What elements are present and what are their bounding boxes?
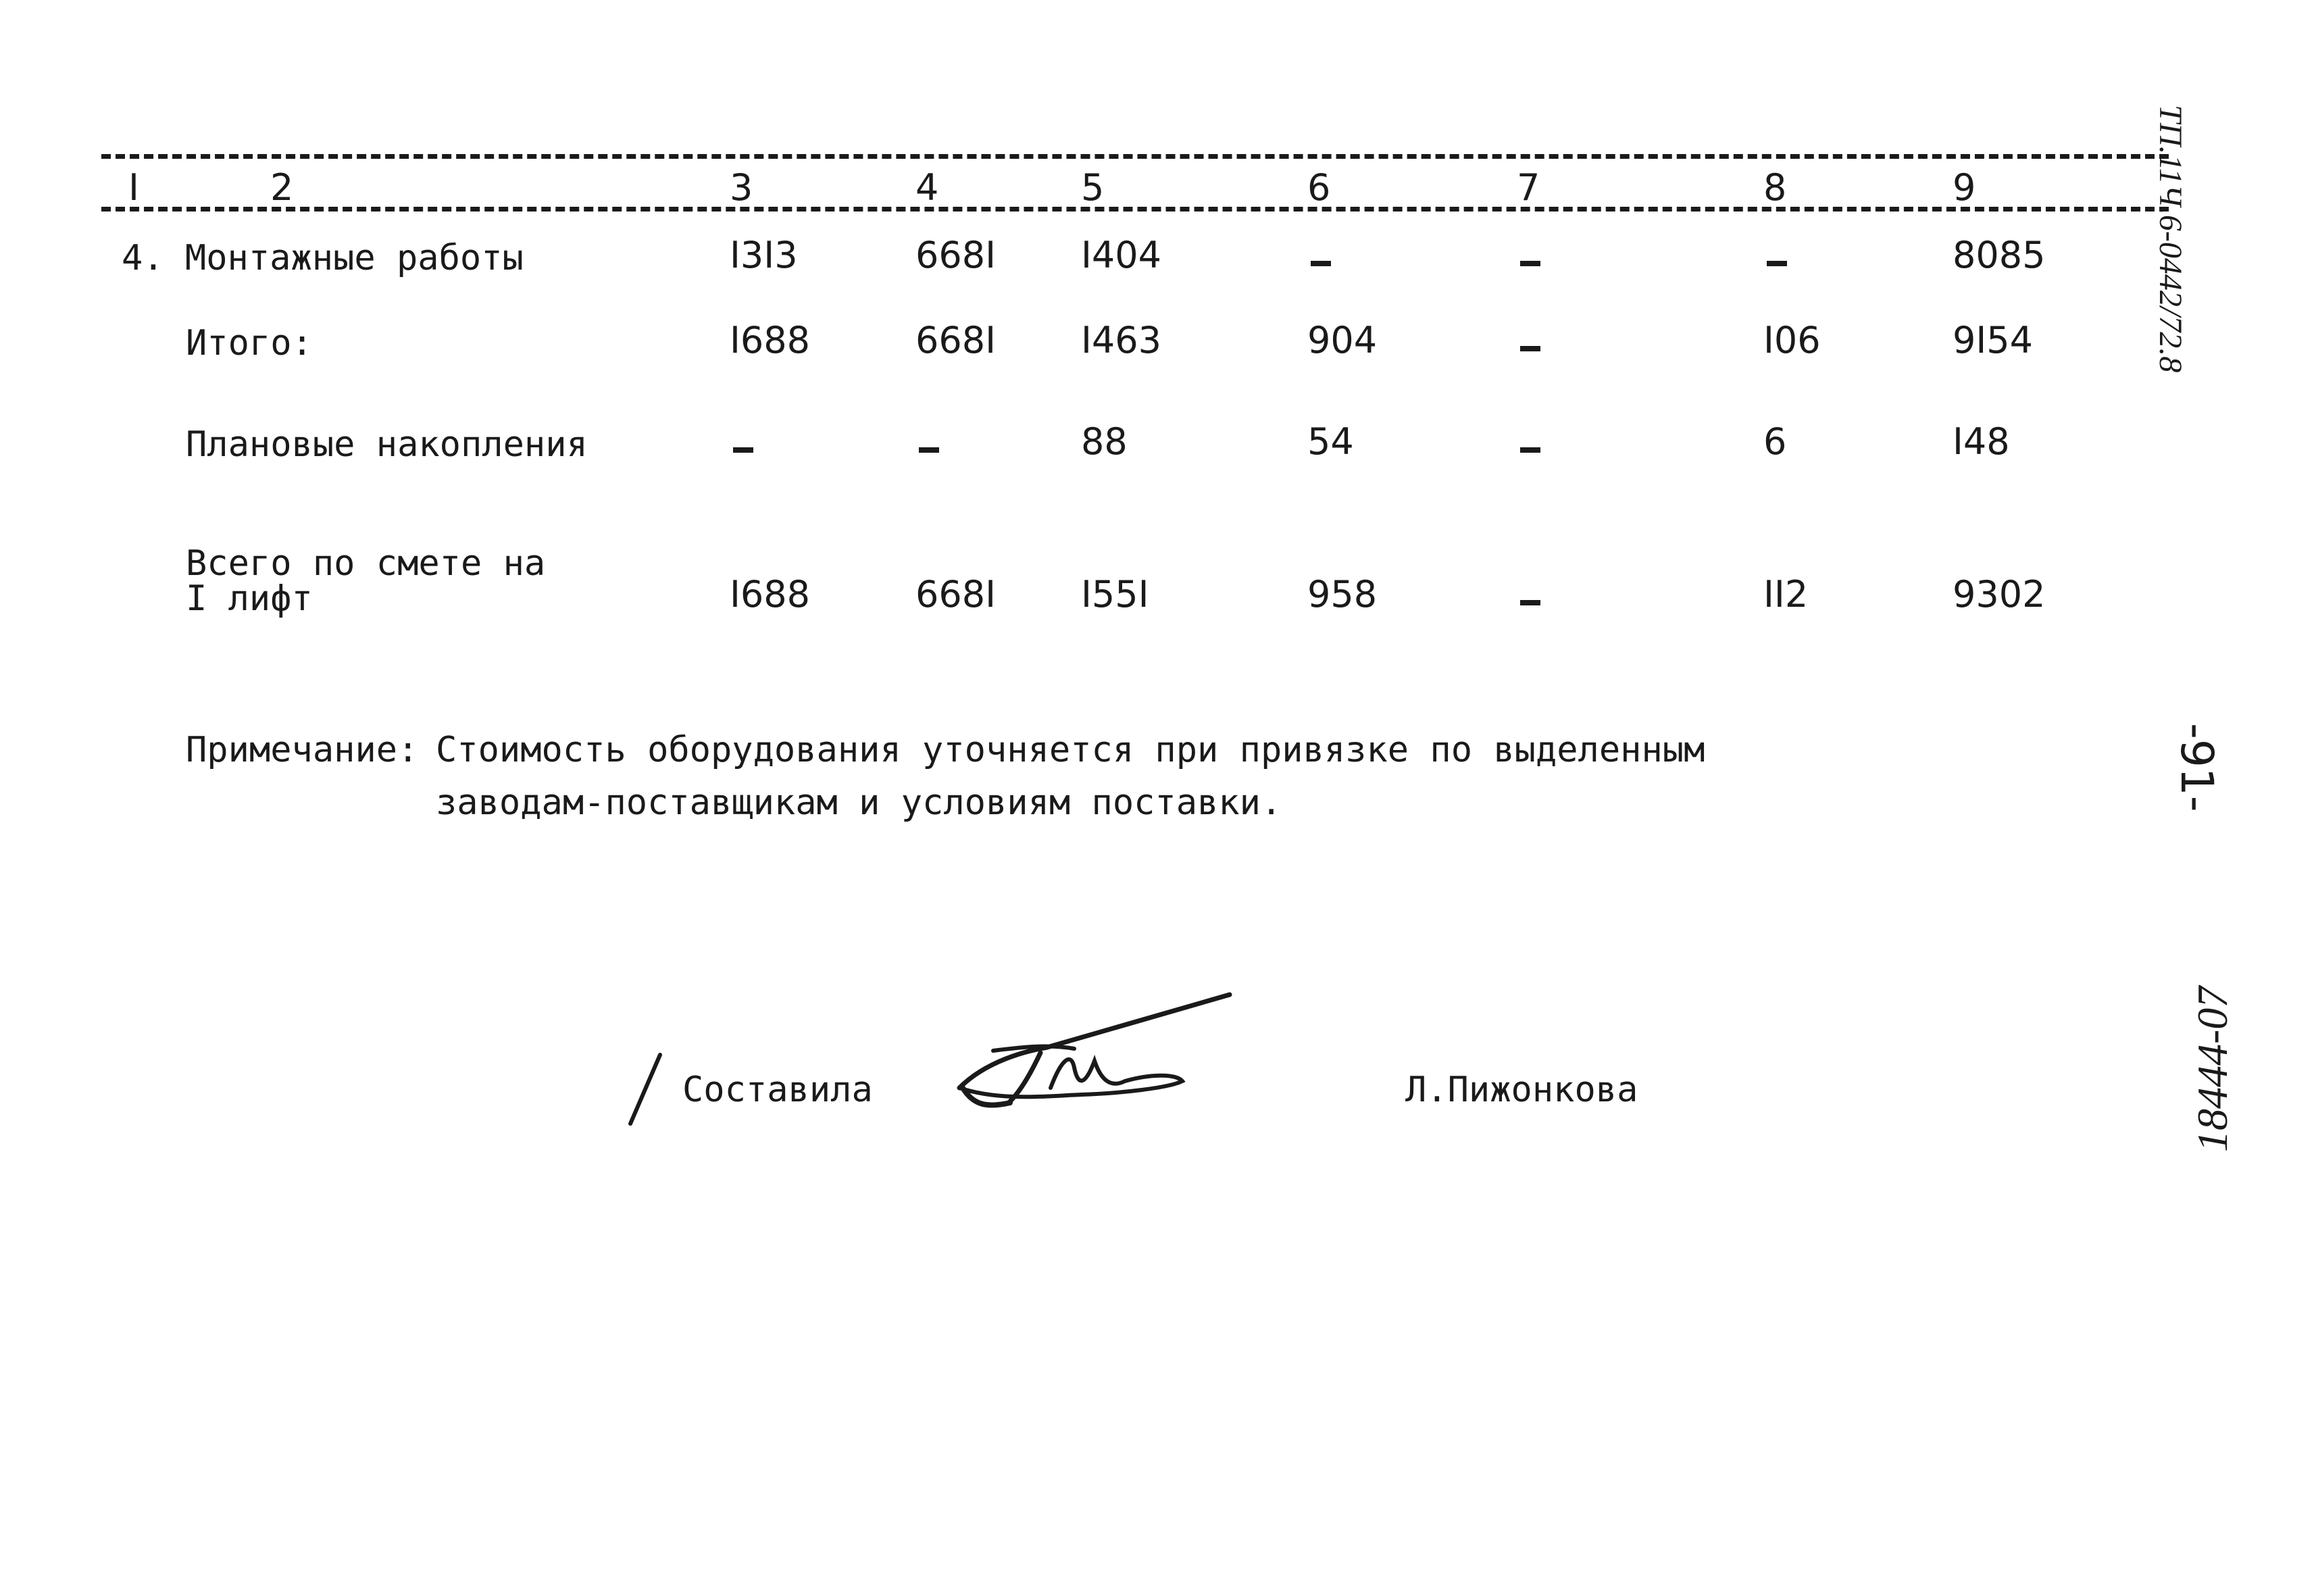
dash-mark [733,447,753,453]
handwritten-signature [946,987,1236,1122]
dash-mark [1520,346,1540,351]
column-header: 2 [270,166,294,209]
table-cell: 9I54 [1953,319,2033,361]
header-top-rule [101,154,2169,159]
table-cell: 668I [915,319,996,361]
column-header: 5 [1081,166,1105,209]
table-cell: I688 [730,573,810,616]
dash-mark [1311,261,1331,266]
column-header: 6 [1307,166,1331,209]
table-cell: I688 [730,319,810,361]
table-cell: II2 [1763,573,1809,616]
margin-page-number: -91- [2171,723,2223,812]
dash-mark [1767,261,1787,266]
note-line: заводам-поставщикам и условиям поставки. [436,782,1282,823]
row-label: 4. Монтажные работы [122,238,524,278]
slash-mark [625,1051,665,1128]
table-cell: 8085 [1953,234,2046,276]
note-line: Стоимость оборудования уточняется при привязке по выделенным [436,730,1705,770]
dash-mark [1520,261,1540,266]
column-header: 7 [1517,166,1540,209]
dash-mark [919,447,939,453]
column-header: 3 [730,166,753,209]
row-label: Всего по смете на [186,543,546,584]
column-header: 9 [1953,166,1976,209]
table-cell: I3I3 [730,234,798,276]
signature-role: Составила [682,1070,873,1110]
row-label: Итого: [186,323,313,364]
margin-order-number: 18444-07 [2188,986,2236,1152]
table-cell: 668I [915,234,996,276]
table-cell: 668I [915,573,996,616]
table-cell: 54 [1307,420,1354,463]
table-cell: I55I [1081,573,1149,616]
header-bottom-rule [101,207,2169,211]
margin-doc-code: ТП.11Ч.6-0442/72.8 [2153,105,2188,373]
column-header: 4 [915,166,939,209]
table-cell: 904 [1307,319,1378,361]
row-label: Плановые накопления [186,424,588,465]
dash-mark [1520,447,1540,453]
column-header: I [128,166,139,209]
dash-mark [1520,600,1540,605]
column-header: 8 [1763,166,1787,209]
table-cell: 88 [1081,420,1128,463]
table-cell: I48 [1953,420,2010,463]
table-cell: 958 [1307,573,1378,616]
note-label: Примечание: [186,730,419,770]
table-cell: I404 [1081,234,1161,276]
table-cell: I06 [1763,319,1821,361]
row-label: I лифт [186,578,313,619]
table-cell: 6 [1763,420,1787,463]
signature-name: Л.Пижонкова [1405,1070,1638,1110]
table-cell: I463 [1081,319,1161,361]
table-cell: 9302 [1953,573,2046,616]
